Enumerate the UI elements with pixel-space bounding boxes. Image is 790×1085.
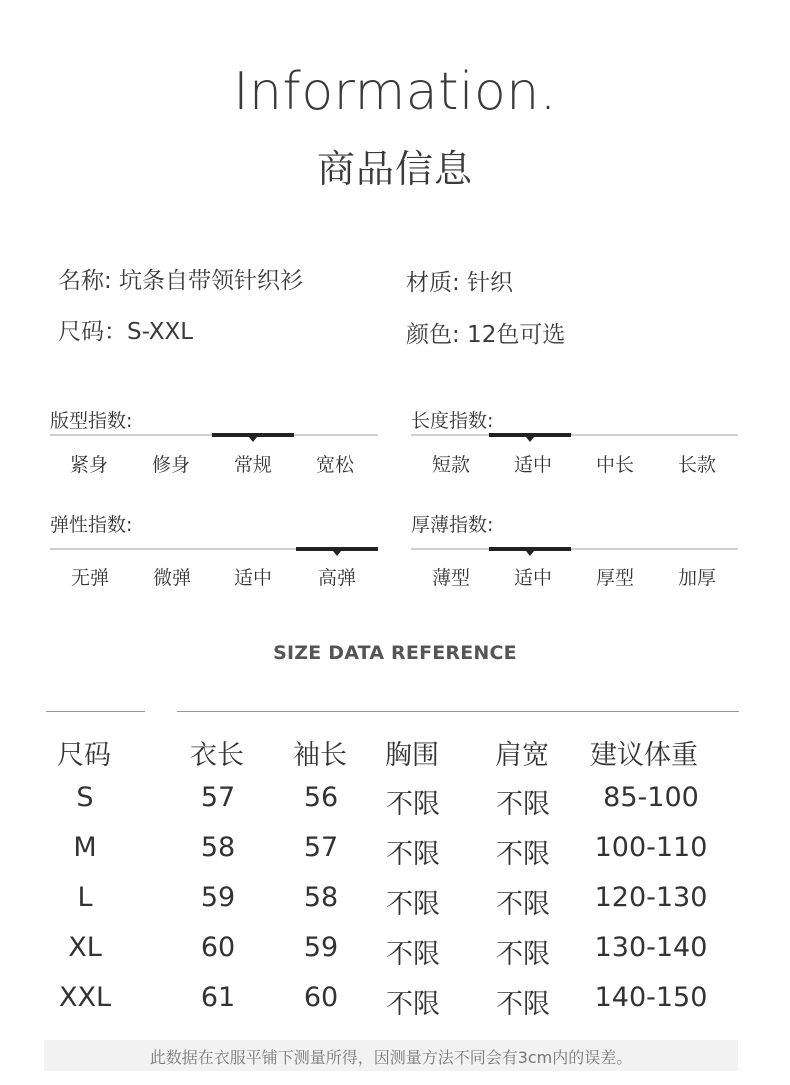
cell-shoulder: 不限 xyxy=(496,839,550,870)
cell-weight: 130-140 xyxy=(594,932,708,963)
column-header-length: 衣长 xyxy=(190,740,244,771)
index-track xyxy=(411,434,738,436)
index-option: 适中 xyxy=(233,567,272,589)
index-option: 短款 xyxy=(431,454,470,476)
column-header-size: 尺码 xyxy=(57,740,111,771)
index-option: 加厚 xyxy=(677,567,716,589)
size-table-heading: SIZE DATA REFERENCE xyxy=(273,642,517,664)
index-option: 厚型 xyxy=(595,567,634,589)
index-option: 常规 xyxy=(233,454,272,476)
index-option: 中长 xyxy=(595,454,634,476)
measurement-note: 此数据在衣服平铺下测量所得，因测量方法不同会有3cm内的误差。 xyxy=(149,1048,633,1067)
cell-size: S xyxy=(76,782,94,813)
cell-shoulder: 不限 xyxy=(496,989,550,1020)
cell-chest: 不限 xyxy=(386,789,440,820)
cell-sleeve: 59 xyxy=(303,932,339,963)
index-option: 宽松 xyxy=(315,454,354,476)
column-header-chest: 胸围 xyxy=(385,740,439,771)
index-selected-marker xyxy=(249,437,257,442)
index-label: 版型指数: xyxy=(50,410,133,432)
cell-weight: 140-150 xyxy=(594,982,708,1013)
cell-length: 60 xyxy=(200,932,236,963)
index-option: 紧身 xyxy=(69,454,108,476)
index-track xyxy=(411,548,738,550)
index-selected-marker xyxy=(333,551,341,556)
cell-weight: 85-100 xyxy=(603,782,699,813)
cell-shoulder: 不限 xyxy=(496,789,550,820)
product-name: 名称: 坑条自带领针织衫 xyxy=(58,268,304,294)
cell-size: XL xyxy=(68,932,102,963)
cell-chest: 不限 xyxy=(386,889,440,920)
cell-length: 57 xyxy=(200,782,236,813)
cell-sleeve: 56 xyxy=(303,782,339,813)
index-label: 弹性指数: xyxy=(50,514,133,536)
cell-chest: 不限 xyxy=(386,939,440,970)
table-top-rule-left xyxy=(46,711,145,712)
product-material: 材质: 针织 xyxy=(406,270,514,296)
index-label: 厚薄指数: xyxy=(411,514,494,536)
cell-sleeve: 60 xyxy=(303,982,339,1013)
cell-sleeve: 58 xyxy=(303,882,339,913)
index-label: 长度指数: xyxy=(411,410,494,432)
product-size-range: 尺码：S-XXL xyxy=(58,319,194,345)
cell-shoulder: 不限 xyxy=(496,889,550,920)
cell-length: 58 xyxy=(200,832,236,863)
index-selected-marker xyxy=(526,551,534,556)
index-option: 适中 xyxy=(513,567,552,589)
cell-sleeve: 57 xyxy=(303,832,339,863)
index-option: 高弹 xyxy=(317,567,356,589)
column-header-shoulder: 肩宽 xyxy=(495,740,549,771)
index-option: 修身 xyxy=(151,454,190,476)
table-top-rule-right xyxy=(177,711,739,712)
cell-size: L xyxy=(77,882,93,913)
cell-weight: 100-110 xyxy=(594,832,708,863)
cell-length: 59 xyxy=(200,882,236,913)
cell-shoulder: 不限 xyxy=(496,939,550,970)
index-option: 薄型 xyxy=(431,567,470,589)
index-option: 长款 xyxy=(677,454,716,476)
index-option: 微弹 xyxy=(152,567,191,589)
cell-size: M xyxy=(73,832,97,863)
cell-weight: 120-130 xyxy=(594,882,708,913)
column-header-weight: 建议体重 xyxy=(590,740,698,771)
cell-length: 61 xyxy=(200,982,236,1013)
cell-chest: 不限 xyxy=(386,839,440,870)
title-english: Information. xyxy=(233,62,557,122)
index-option: 适中 xyxy=(513,454,552,476)
cell-chest: 不限 xyxy=(386,989,440,1020)
title-chinese: 商品信息 xyxy=(316,147,473,191)
product-color: 颜色: 12色可选 xyxy=(406,322,566,348)
column-header-sleeve: 袖长 xyxy=(293,740,347,771)
index-selected-marker xyxy=(526,437,534,442)
index-option: 无弹 xyxy=(70,567,109,589)
cell-size: XXL xyxy=(58,982,112,1013)
